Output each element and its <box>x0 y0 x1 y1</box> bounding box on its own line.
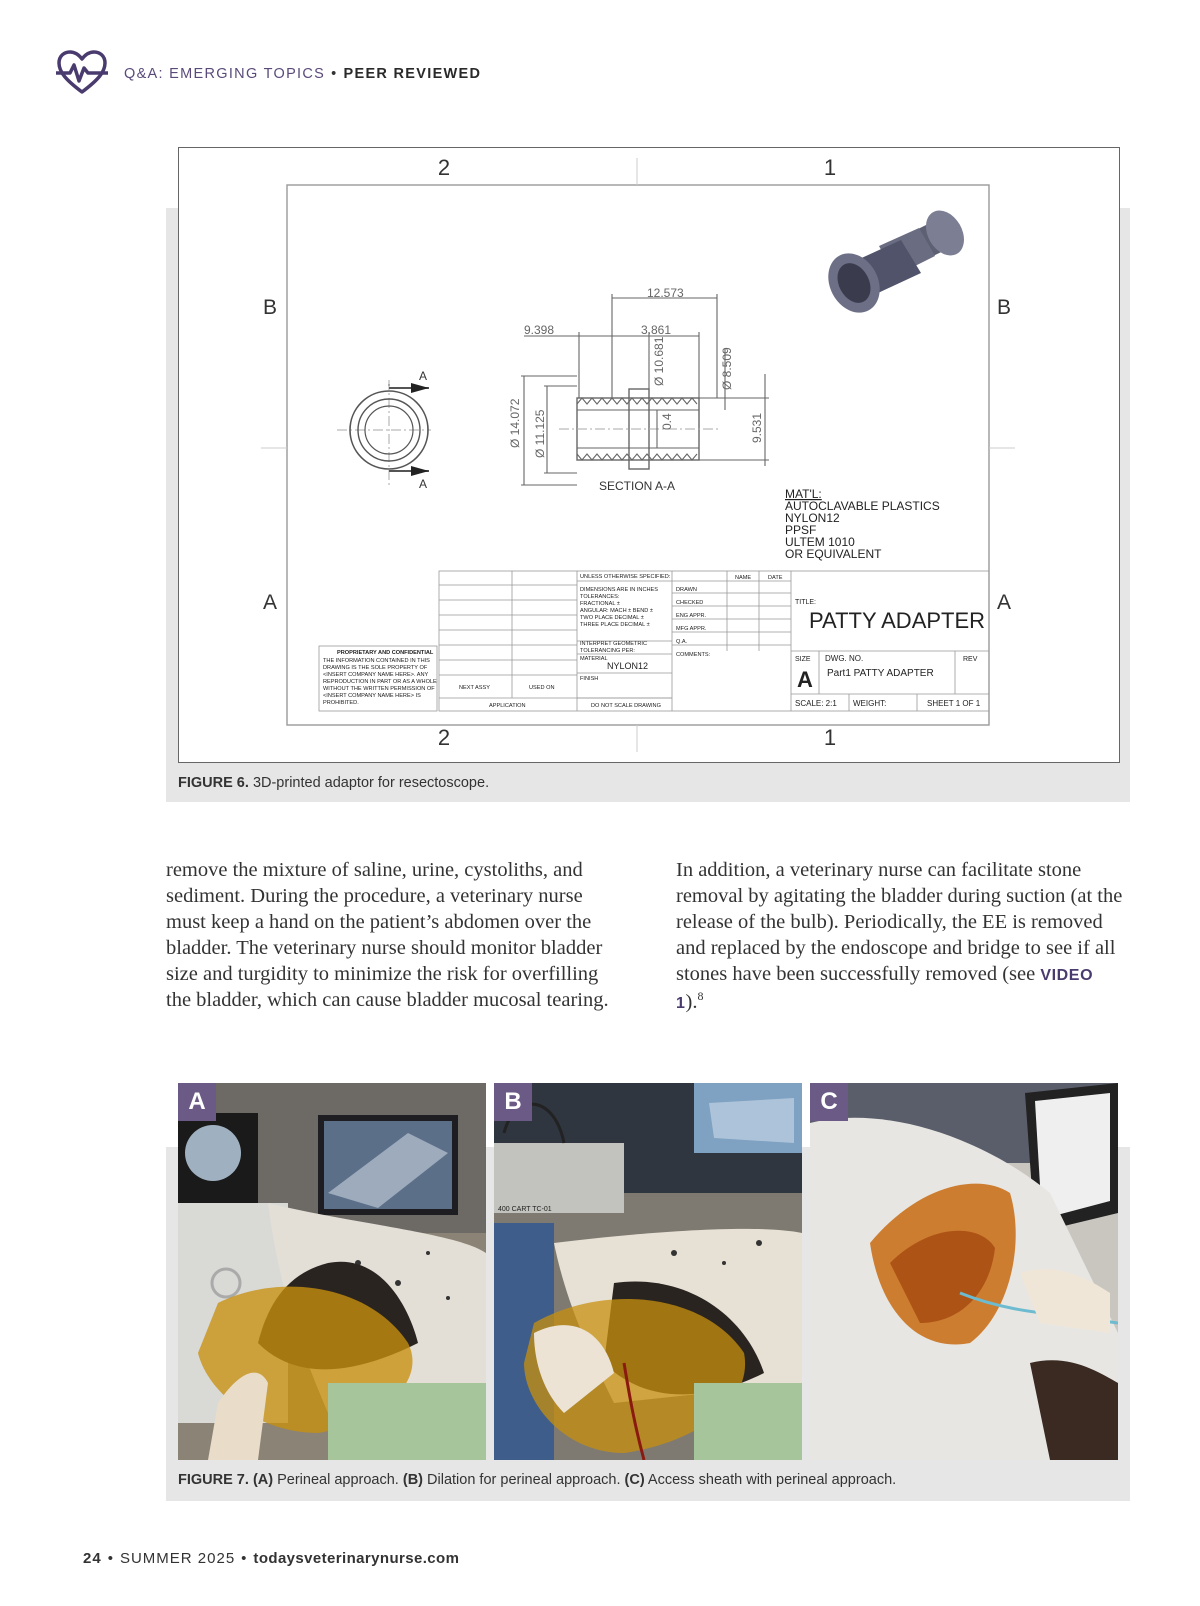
prop-line-5: WITHOUT THE WRITTEN PERMISSION OF <box>323 686 435 692</box>
material-line-1: AUTOCLAVABLE PLASTICS <box>785 499 940 513</box>
reference-8: 8 <box>697 989 704 1004</box>
tb-size-label: SIZE <box>795 656 811 663</box>
zone-row-right-b: B <box>996 296 1012 319</box>
tb-mfg-appr: MFG APPR. <box>676 626 707 632</box>
prop-line-1: THE INFORMATION CONTAINED IN THIS <box>323 658 430 664</box>
figure-7-photo-a <box>178 1083 486 1460</box>
section-marker-bottom: A <box>419 477 428 491</box>
caption-a-text: Perineal approach. <box>277 1472 399 1488</box>
tb-no-scale: DO NOT SCALE DRAWING <box>591 703 661 709</box>
dim-12573: 12.573 <box>647 286 684 300</box>
caption-a-label: (A) <box>252 1472 274 1488</box>
adapter-3d-render <box>818 204 971 322</box>
tb-sheet: SHEET 1 OF 1 <box>927 699 981 708</box>
tb-unless: UNLESS OTHERWISE SPECIFIED: <box>580 574 671 580</box>
tb-dim-5: TWO PLACE DECIMAL ± <box>580 615 644 621</box>
zone-row-left-b: B <box>262 296 278 319</box>
dim-9398: 9.398 <box>524 323 555 337</box>
figure-7-label: FIGURE 7. <box>178 1472 249 1488</box>
video-1-link[interactable]: VIDEO 1 <box>676 967 1094 1012</box>
prop-line-7: PROHIBITED. <box>323 700 359 706</box>
tb-dim-2: TOLERANCES: <box>580 594 620 600</box>
prop-title: PROPRIETARY AND CONFIDENTIAL <box>337 650 434 656</box>
footer-website-link[interactable]: todaysveterinarynurse.com <box>253 1550 460 1567</box>
tb-title: PATTY ADAPTER <box>809 608 986 633</box>
tb-next-assy: NEXT ASSY <box>459 685 490 691</box>
cart-label: 400 CART TC-01 <box>498 1206 552 1213</box>
tb-rev: REV <box>963 656 978 663</box>
prop-line-3: <INSERT COMPANY NAME HERE>. ANY <box>323 672 429 678</box>
body-right-text: In addition, a veterinary nurse can facilitate stone removal by agitating the bladder during suction (at the release of the bulb). Periodically, the EE is removed and replaced by the endoscope and bridge to see if all stones have been successfully removed (see <box>676 859 1123 985</box>
dim-3861: 3.861 <box>641 323 672 337</box>
section-marker-top: A <box>419 369 428 383</box>
tb-used-on: USED ON <box>529 685 555 691</box>
body-column-left: remove the mixture of saline, urine, cystoliths, and sediment. During the procedure, a veterinary nurse must keep a hand on the patient’s abdomen over the bladder. The veterinary nurse should monitor bladder size and turgidity to minimize the risk for overfilling the bladder, which can cause bladder mucosal tearing. <box>166 859 609 1011</box>
prop-line-6: <INSERT COMPANY NAME HERE> IS <box>323 693 421 699</box>
material-line-5: OR EQUIVALENT <box>785 547 882 561</box>
panel-c-badge: C <box>810 1083 848 1121</box>
panel-b-badge: B <box>494 1083 532 1121</box>
tb-dim-3: FRACTIONAL ± <box>580 601 620 607</box>
tb-finish: FINISH <box>580 676 599 682</box>
figure-7-caption <box>178 1472 896 1488</box>
zone-row-left-a: A <box>262 591 278 614</box>
prop-line-2: DRAWING IS THE SOLE PROPERTY OF <box>323 665 428 671</box>
section-dimensions <box>508 286 764 458</box>
header-separator: • <box>331 66 338 82</box>
header-tag: PEER REVIEWED <box>343 66 482 82</box>
tb-interpret-2: TOLERANCING PER: <box>580 648 635 654</box>
dim-04: 0.4 <box>660 413 674 430</box>
header-section: Q&A: EMERGING TOPICS <box>124 66 326 82</box>
zone-col-bottom-2: 2 <box>437 725 451 750</box>
tb-dim-1: DIMENSIONS ARE IN INCHES <box>580 587 659 593</box>
section-label: SECTION A-A <box>598 479 676 493</box>
tb-dwg-label: DWG. NO. <box>825 654 864 663</box>
dim-d10681: Ø 10.681 <box>652 336 666 386</box>
body-right-close: ). <box>685 991 698 1013</box>
material-line-3: PPSF <box>785 523 817 537</box>
tb-size: A <box>797 667 813 692</box>
page-number: 24 <box>83 1550 102 1567</box>
dim-d11125: Ø 11.125 <box>533 409 547 458</box>
tb-eng-appr: ENG APPR. <box>676 613 707 619</box>
tb-name: NAME <box>735 575 752 581</box>
heart-pulse-icon <box>56 50 108 96</box>
dim-d14072: Ø 14.072 <box>508 398 522 448</box>
tb-date: DATE <box>768 575 783 581</box>
caption-c-text: Access sheath with perineal approach. <box>647 1472 897 1488</box>
zone-col-top-1: 1 <box>823 155 837 180</box>
body-column-right <box>676 857 1124 1017</box>
tb-dwg: Part1 PATTY ADAPTER <box>827 668 934 679</box>
materials-block <box>785 487 940 561</box>
tb-comments: COMMENTS: <box>676 652 711 658</box>
tb-checked: CHECKED <box>676 600 704 606</box>
tb-drawn: DRAWN <box>676 587 697 593</box>
header-line <box>124 66 481 82</box>
tb-application: APPLICATION <box>489 703 526 709</box>
prop-line-4: REPRODUCTION IN PART OR AS A WHOLE <box>323 679 437 685</box>
tb-dim-4: ANGULAR: MACH ± BEND ± <box>580 608 653 614</box>
footer-separator-1: • <box>107 1550 114 1567</box>
dim-9531: 9.531 <box>750 412 764 443</box>
caption-c-label: (C) <box>624 1472 645 1488</box>
figure-6-technical-drawing <box>178 147 1120 763</box>
material-title: MAT'L: <box>785 487 822 501</box>
zone-col-top-2: 2 <box>437 155 451 180</box>
figure-6-caption-text: 3D-printed adaptor for resectoscope. <box>252 775 490 791</box>
figure-6-label: FIGURE 6. <box>178 775 249 791</box>
caption-b-text: Dilation for perineal approach. <box>427 1472 621 1488</box>
figure-6-caption <box>178 775 489 791</box>
tb-title-label: TITLE: <box>795 599 817 606</box>
footer-separator-2: • <box>241 1550 248 1567</box>
panel-a-badge: A <box>178 1083 216 1121</box>
page-footer <box>83 1550 459 1567</box>
tb-interpret-1: INTERPRET GEOMETRIC <box>580 641 648 647</box>
material-line-4: ULTEM 1010 <box>785 535 855 549</box>
tb-material-label: MATERIAL <box>580 656 608 662</box>
end-view-drawing <box>337 380 431 486</box>
zone-row-right-a: A <box>996 591 1012 614</box>
tb-scale: SCALE: 2:1 <box>795 699 837 708</box>
material-line-2: NYLON12 <box>785 511 840 525</box>
figure-7-photo-b <box>494 1083 802 1460</box>
footer-issue: SUMMER 2025 <box>119 1550 236 1567</box>
tb-qa: Q.A. <box>676 639 688 645</box>
title-block-text <box>323 574 985 709</box>
zone-col-bottom-1: 1 <box>823 725 837 750</box>
tb-material: NYLON12 <box>607 661 649 671</box>
tb-weight: WEIGHT: <box>853 699 887 708</box>
caption-b-label: (B) <box>402 1472 424 1488</box>
tb-dim-6: THREE PLACE DECIMAL ± <box>580 622 650 628</box>
figure-7-photo-c <box>810 1083 1118 1460</box>
dim-d8509: Ø 8.509 <box>720 347 734 390</box>
